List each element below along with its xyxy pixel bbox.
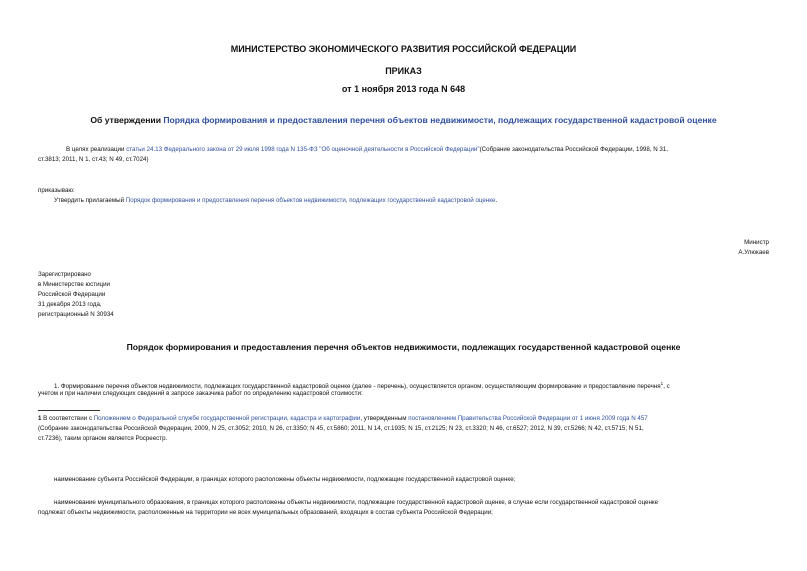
footnote-divider — [38, 410, 100, 411]
ministry-heading: МИНИСТЕРСТВО ЭКОНОМИЧЕСКОГО РАЗВИТИЯ РОССИЙСКОЙ ФЕДЕРАЦИИ — [230, 44, 577, 54]
footnote-text1: В соответствии с — [41, 415, 94, 422]
footnote-text2: , утвержденным — [360, 415, 409, 422]
registration-line: в Министерстве юстиции — [38, 281, 111, 288]
footnote-line2: (Собрание законодательства Российской Федерации, 2009, N 25, ст.3052; 2010, N 26, ст.3350; N 45, ст.5860; 2011, N 14, ст.1935; N 15, ст.2125; N 23, ст.3320; N 46, ст.6527; 2012, N 39, ст.5266; N 42, ст.5715; N 51, — [38, 425, 644, 432]
order-text — [54, 196, 497, 206]
p1-footnote-ref[interactable]: 1 — [660, 381, 664, 386]
preamble-line2: ст.3813; 2011, N 1, ст.43; N 49, ст.7024) — [38, 156, 149, 163]
signature-name: А.Улюкаев — [738, 249, 769, 256]
order-text1: Утвердить прилагаемый — [54, 197, 126, 204]
order-title-link[interactable]: Порядка формирования и предоставления перечня объектов недвижимости, подлежащих государственной кадастровой оценке — [163, 115, 717, 125]
registration-line: Зарегистрировано — [38, 271, 91, 278]
order-end: . — [495, 197, 498, 204]
registration-line: 31 декабря 2013 года, — [38, 301, 102, 308]
preamble-link[interactable]: статьи 24.13 Федерального закона от 29 июля 1998 года N 135-ФЗ "Об оценочной деятельности в Российской Федерации" — [126, 146, 480, 153]
registration-block — [38, 270, 114, 320]
footnote-line1 — [38, 414, 648, 424]
registration-line: Российской Федерации — [38, 291, 106, 298]
signature-position: Министр — [744, 239, 769, 246]
order-link[interactable]: Порядок формирования и предоставления перечня объектов недвижимости, подлежащих государственной кадастровой оценке — [125, 197, 496, 204]
registration-line: регистрационный N 30934 — [38, 311, 114, 318]
footnote-mark: 1 — [38, 415, 42, 422]
procedure-title: Порядок формирования и предоставления перечня объектов недвижимости, подлежащих государственной кадастровой оценке — [126, 342, 681, 352]
preamble-text1: В целях реализации — [66, 146, 127, 153]
procedure-p1-line2: учетом и при наличии следующих сведений в запросе заказчика работ по определению кадастровой стоимости: — [38, 390, 363, 397]
footnote-line3: ст.7236), таким органом является Росреестр. — [38, 435, 168, 442]
p1-text-end: , с — [663, 383, 670, 391]
doc-type-heading: ПРИКАЗ — [385, 66, 422, 76]
item-2-line1: наименование муниципального образования, в границах которого расположены объекты недвижимости, подлежащие государственной кадастровой оценке, в случае если государственной кадастровой оценке — [54, 499, 659, 506]
preamble-line1 — [66, 145, 786, 155]
p1-text: 1. Формирование перечня объектов недвижимости, подлежащих государственной кадастровой оценке (далее - перечень), осуществляется органом, осуществляющим формирование и предоставление перечня — [54, 383, 661, 391]
order-word: приказываю: — [38, 187, 75, 194]
date-number-heading: от 1 ноября 2013 года N 648 — [341, 84, 466, 94]
order-title-prefix: Об утверждении — [90, 115, 164, 125]
footnote-link1[interactable]: Положением о Федеральной службе государственной регистрации, кадастра и картографии — [93, 415, 361, 422]
preamble-text2: (Собрание законодательства Российской Федерации, 1998, N 31, — [479, 146, 669, 153]
order-title — [0, 115, 807, 125]
item-1: наименование субъекта Российской Федерации, в границах которого расположены объекты недвижимости, подлежащие государственной кадастровой оценке; — [54, 476, 516, 483]
item-2-line2: подлежат объекты недвижимости, расположенные на территории не всех муниципальных образований, входящих в состав субъекта Российской Федерации; — [38, 509, 493, 516]
footnote-link2[interactable]: постановлением Правительства Российской Федерации от 1 июня 2009 года N 457 — [408, 415, 648, 422]
